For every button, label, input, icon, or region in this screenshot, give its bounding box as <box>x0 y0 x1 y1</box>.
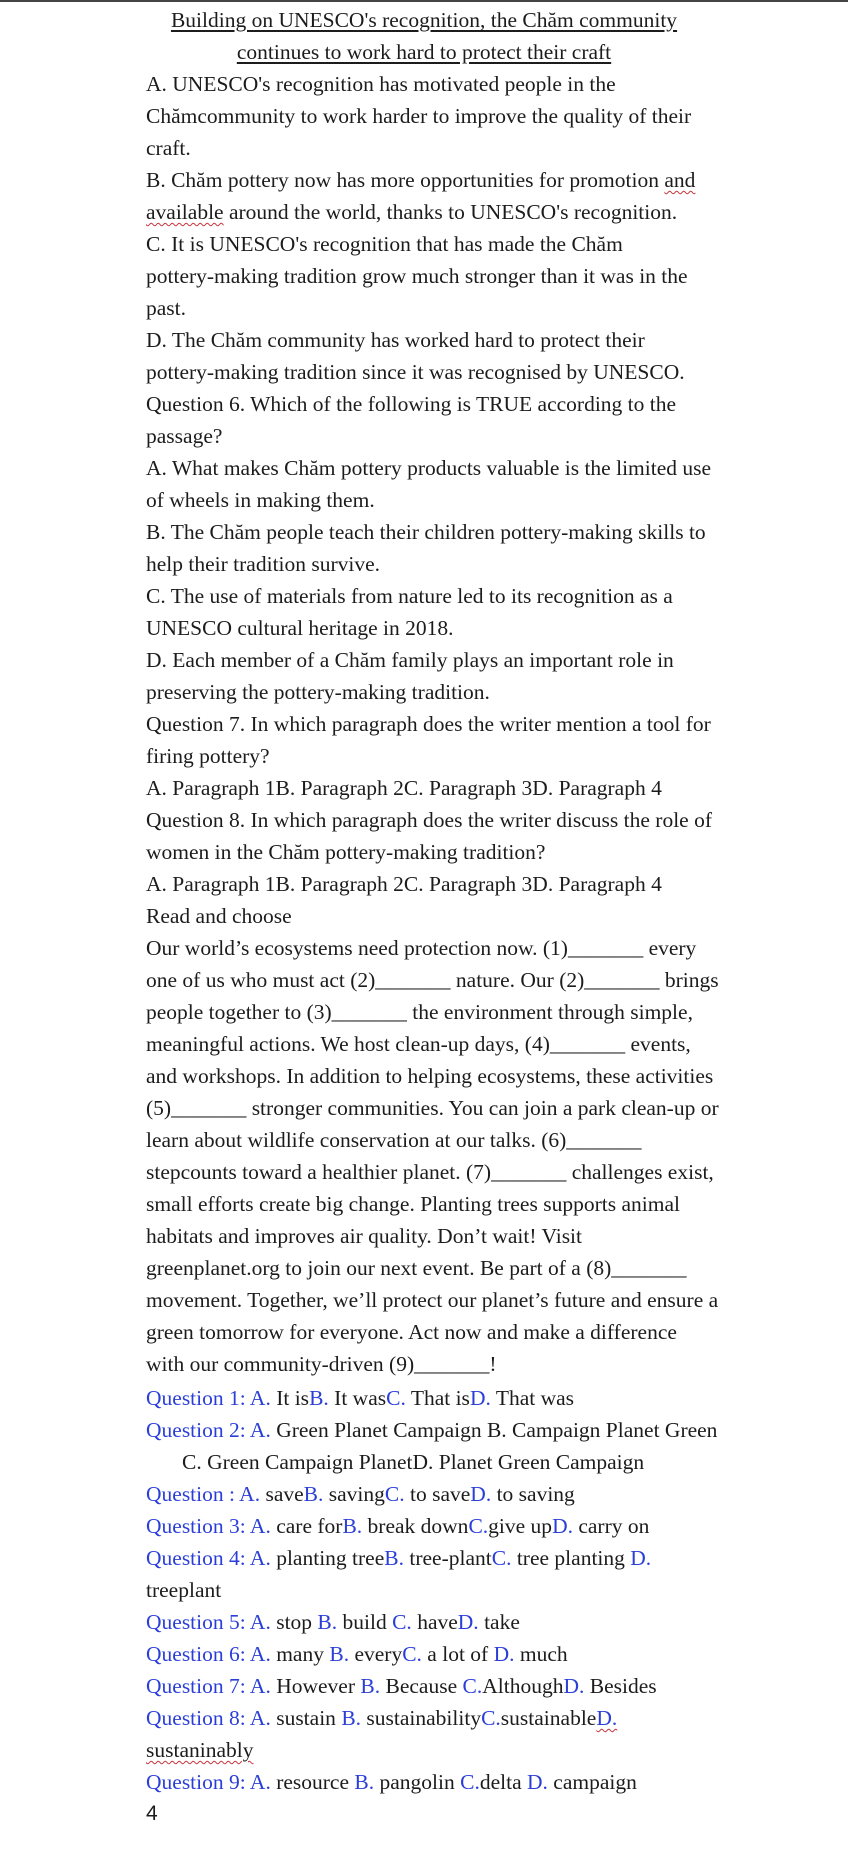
option-text: treeplant <box>146 1578 222 1602</box>
question-option-line <box>182 1446 848 1478</box>
passage-line: learn about wildlife conservation at our talks. (6)_______ <box>146 1128 642 1152</box>
question-option-line <box>146 1382 836 1414</box>
title-line-2: continues to work hard to protect their craft <box>236 40 612 64</box>
passage-line: stepcounts toward a healthier planet. (7)_______ challenges exist, <box>146 1160 714 1184</box>
option-text: C. Green Campaign PlanetD. Planet Green Campaign <box>182 1450 645 1474</box>
option-letter: D. <box>527 1770 548 1794</box>
question-label: Question 7: <box>146 1674 250 1698</box>
passage-line: Our world’s ecosystems need protection now. (1)_______ every <box>146 936 697 960</box>
option-letter: D. <box>493 1642 515 1666</box>
question-option-line <box>146 1606 836 1638</box>
option-c-line: past. <box>146 296 187 320</box>
option-letter: B. <box>360 1674 381 1698</box>
passage-line: one of us who must act (2)_______ nature. Our (2)_______ brings <box>146 968 719 992</box>
option-text: That is <box>405 1386 470 1410</box>
passage-line: people together to (3)_______ the environment through simple, <box>146 1000 693 1024</box>
question-7-text: Question 7. In which paragraph does the writer mention a tool for <box>146 712 711 736</box>
option-letter: A. <box>249 1418 271 1442</box>
option-letter: B. <box>341 1706 362 1730</box>
question-option-line <box>146 1478 836 1510</box>
option-letter: B. <box>384 1546 404 1570</box>
question-6-option-a: of wheels in making them. <box>146 488 375 512</box>
question-option-line <box>146 1734 836 1766</box>
option-letter: A. <box>239 1482 261 1506</box>
option-a-line: craft. <box>146 136 191 160</box>
option-text: Besides <box>584 1674 657 1698</box>
option-text: Because <box>380 1674 463 1698</box>
option-text: tree-plant <box>403 1546 492 1570</box>
option-letter: C. <box>402 1642 422 1666</box>
question-label: Question 2: <box>146 1418 250 1442</box>
option-text: campaign <box>547 1770 637 1794</box>
option-text: every <box>349 1642 403 1666</box>
question-option-line <box>146 1510 836 1542</box>
option-text: That was <box>490 1386 575 1410</box>
question-label: Question 6: <box>146 1642 250 1666</box>
option-letter: C. <box>460 1770 480 1794</box>
option-letter: D. <box>563 1674 585 1698</box>
spellcheck-mark: and <box>664 168 696 192</box>
question-7-text: firing pottery? <box>146 744 270 768</box>
option-letter: A. <box>249 1610 271 1634</box>
option-text: many <box>270 1642 330 1666</box>
question-6-option-d: D. Each member of a Chăm family plays an important role in <box>146 648 674 672</box>
option-text: However <box>270 1674 361 1698</box>
option-b-line: B. Chăm pottery now has more opportunities for promotion and <box>146 168 696 192</box>
option-letter: D. <box>469 1386 491 1410</box>
option-text: sustainability <box>361 1706 482 1730</box>
option-text: delta <box>479 1770 528 1794</box>
option-text: have <box>411 1610 458 1634</box>
option-text: much <box>514 1642 568 1666</box>
option-a-line: A. UNESCO's recognition has motivated people in the <box>146 72 616 96</box>
option-letter: D. <box>596 1706 618 1730</box>
option-text: save <box>260 1482 304 1506</box>
option-letter: B. <box>354 1770 375 1794</box>
question-6-option-c: UNESCO cultural heritage in 2018. <box>146 616 454 640</box>
option-a-line: Chămcommunity to work harder to improve the quality of their <box>146 104 692 128</box>
option-letter: A. <box>249 1642 271 1666</box>
question-option-line <box>146 1638 836 1670</box>
option-letter: A. <box>249 1386 271 1410</box>
option-letter: A. <box>249 1770 271 1794</box>
passage-line: greenplanet.org to join our next event. Be part of a (8)_______ <box>146 1256 687 1280</box>
option-text: Although <box>482 1674 564 1698</box>
option-letter: A. <box>249 1514 271 1538</box>
option-text: stop <box>270 1610 318 1634</box>
passage-line: small efforts create big change. Planting trees supports animal <box>146 1192 680 1216</box>
option-d-line: pottery-making tradition since it was recognised by UNESCO. <box>146 360 685 384</box>
passage-line: green tomorrow for everyone. Act now and make a difference <box>146 1320 677 1344</box>
option-letter: D. <box>630 1546 652 1570</box>
option-text: pangolin <box>374 1770 461 1794</box>
question-label: Question 3: <box>146 1514 250 1538</box>
option-letter: C. <box>491 1546 512 1570</box>
option-letter: B. <box>303 1482 324 1506</box>
top-rule <box>0 0 848 2</box>
option-letter: A. <box>249 1706 271 1730</box>
question-option-line <box>146 1766 836 1798</box>
question-6-text: passage? <box>146 424 223 448</box>
passage-line: and workshops. In addition to helping ecosystems, these activities <box>146 1064 714 1088</box>
option-text: sustainable <box>500 1706 597 1730</box>
passage-line: habitats and improves air quality. Don’t wait! Visit <box>146 1224 583 1248</box>
question-label: Question 1: <box>146 1386 250 1410</box>
question-option-line <box>146 1574 836 1606</box>
option-text: a lot of <box>421 1642 494 1666</box>
option-letter: D. <box>552 1514 573 1538</box>
option-text: build <box>337 1610 393 1634</box>
question-label: Question : <box>146 1482 240 1506</box>
option-b-line: available around the world, thanks to UNESCO's recognition. <box>146 200 678 224</box>
passage-line: meaningful actions. We host clean-up days, (4)_______ events, <box>146 1032 691 1056</box>
question-6-text: Question 6. Which of the following is TRUE according to the <box>146 392 677 416</box>
question-6-option-b: help their tradition survive. <box>146 552 381 576</box>
option-letter: D. <box>457 1610 479 1634</box>
option-text: sustain <box>270 1706 342 1730</box>
option-letter: B. <box>317 1610 338 1634</box>
question-8-text: women in the Chăm pottery-making tradition? <box>146 840 546 864</box>
page-number: 4 <box>146 1802 158 1825</box>
option-text: care for <box>270 1514 343 1538</box>
option-letter: C. <box>392 1610 412 1634</box>
option-text: resource <box>270 1770 355 1794</box>
option-letter: C. <box>468 1514 489 1538</box>
option-text: give up <box>488 1514 553 1538</box>
question-option-line <box>146 1542 836 1574</box>
question-6-option-a: A. What makes Chăm pottery products valuable is the limited use <box>146 456 712 480</box>
option-c-line: pottery-making tradition grow much stronger than it was in the <box>146 264 688 288</box>
question-option-line <box>146 1414 836 1446</box>
option-letter: C. <box>462 1674 483 1698</box>
passage-line: movement. Together, we’ll protect our planet’s future and ensure a <box>146 1288 719 1312</box>
option-text: to saving <box>491 1482 575 1506</box>
option-text: take <box>478 1610 520 1634</box>
question-label: Question 9: <box>146 1770 250 1794</box>
option-c-line: C. It is UNESCO's recognition that has made the Chăm <box>146 232 623 256</box>
option-text: Green Planet Campaign B. Campaign Planet Green <box>270 1418 718 1442</box>
option-text: planting tree <box>270 1546 385 1570</box>
option-text: break down <box>362 1514 469 1538</box>
option-text: It is <box>270 1386 310 1410</box>
option-letter: C. <box>481 1706 501 1730</box>
option-letter: B. <box>329 1642 350 1666</box>
question-8-options: A. Paragraph 1B. Paragraph 2C. Paragraph 3D. Paragraph 4 <box>146 872 662 896</box>
option-letter: B. <box>342 1514 363 1538</box>
option-text: tree planting <box>511 1546 631 1570</box>
question-6-option-c: C. The use of materials from nature led to its recognition as a <box>146 584 673 608</box>
question-label: Question 5: <box>146 1610 250 1634</box>
option-d-line: D. The Chăm community has worked hard to protect their <box>146 328 645 352</box>
passage-line: (5)_______ stronger communities. You can join a park clean-up or <box>146 1096 719 1120</box>
option-text: carry on <box>572 1514 650 1538</box>
question-6-option-b: B. The Chăm people teach their children pottery-making skills to <box>146 520 706 544</box>
section-heading: Read and choose <box>146 904 292 928</box>
option-letter: A. <box>249 1546 271 1570</box>
option-text: to save <box>404 1482 471 1506</box>
question-label: Question 4: <box>146 1546 250 1570</box>
question-7-options: A. Paragraph 1B. Paragraph 2C. Paragraph 3D. Paragraph 4 <box>146 776 662 800</box>
option-letter: C. <box>384 1482 405 1506</box>
option-letter: A. <box>249 1674 271 1698</box>
option-text: sustaninably <box>146 1738 254 1762</box>
option-text: saving <box>323 1482 385 1506</box>
option-letter: D. <box>470 1482 492 1506</box>
option-letter: C. <box>386 1386 406 1410</box>
spellcheck-mark: available <box>146 200 224 224</box>
question-8-text: Question 8. In which paragraph does the writer discuss the role of <box>146 808 713 832</box>
question-6-option-d: preserving the pottery-making tradition. <box>146 680 490 704</box>
title-line-1: Building on UNESCO's recognition, the Chăm community <box>170 8 678 32</box>
question-option-line <box>146 1670 836 1702</box>
passage-line: with our community-driven (9)_______! <box>146 1352 497 1376</box>
question-option-line <box>146 1702 836 1734</box>
question-label: Question 8: <box>146 1706 250 1730</box>
option-letter: B. <box>309 1386 329 1410</box>
option-text: It was <box>328 1386 387 1410</box>
